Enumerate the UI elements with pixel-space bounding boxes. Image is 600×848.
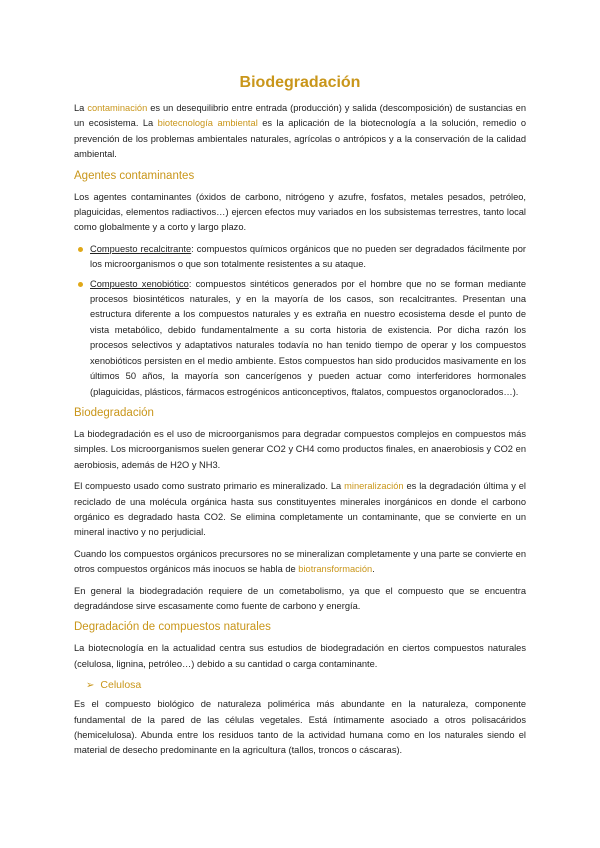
page-title: Biodegradación [239, 74, 361, 91]
list-item-text: : compuestos sintéticos generados por el hombre que no se forman mediante procesos biosintéticos naturales, y en la mayoría de los casos, son recalcitrantes. Presentan una estructura diferente a los compuestos naturales y es extraña en nuestro ecosistema desde el punto de vista metabólico, debido fundamentalmente a su corta historia de existencia. Por dicha razón los procesos selectivos y adaptativos naturales todavía no han tenido tiempo de operar y los compuestos xenobióticos persisten en el medio ambiente. Estos compuestos han sido producidos masivamente en los últimos 50 años, la mayoría son cancerígenos y pueden actuar como interferidores hormonales (plaguicidas, plásticos, fármacos estrogénicos anticonceptivos, ftalatos, compuestos organoclorados…). [90, 278, 526, 397]
subheading-label: Celulosa [100, 679, 142, 692]
bullet-icon [78, 282, 83, 287]
section-heading-agentes: Agentes contaminantes [74, 169, 195, 182]
list-item [74, 277, 526, 400]
agentes-list [74, 242, 526, 400]
term-xenobiotico: Compuesto xenobiótico [90, 278, 189, 289]
text-span: El compuesto usado como sustrato primario es mineralizado. La [74, 481, 345, 492]
subheading-celulosa [86, 678, 526, 693]
agentes-paragraph: Los agentes contaminantes (óxidos de carbono, nitrógeno y azufre, fosfatos, metales pesados, petróleo, plaguicidas, elementos radiactivos…) ejercen efectos muy variados en los subsistemas terrestres, tanto local como globalmente y a corto y largo plazo. [74, 191, 526, 233]
celulosa-paragraph: Es el compuesto biológico de naturaleza polimérica más abundante en la naturaleza, componente fundamental de la pared de las células vegetales. Está íntimamente asociado a otros polisacáridos (hemicelulosa). Abunda entre los residuos tanto de la actividad humana como en los naturales siendo el material de desecho predominante en la agricultura (tallos, troncos o cáscaras). [74, 699, 526, 756]
list-item [74, 242, 526, 273]
intro-paragraph [74, 101, 526, 163]
biodegradacion-paragraph-3 [74, 547, 526, 578]
document-body [74, 101, 526, 765]
section-heading-naturales: Degradación de compuestos naturales [74, 621, 271, 634]
bullet-icon [78, 247, 83, 252]
term-contaminacion: contaminación [87, 103, 148, 113]
list-item-text: : compuestos químicos orgánicos que no pueden ser degradados fácilmente por los microorganismos o que son totalmente resistentes a su ataque. [90, 243, 526, 270]
term-biotransformacion: biotransformación [298, 564, 373, 575]
text-span: es la degradación última y el reciclado de una molécula orgánica hasta sus constituyentes minerales inorgánicos en donde el carbono orgánico es degradado hasta CO2. Se elimina completamente un contaminante, que se convierte en un mineral inactivo y no perjudicial. [74, 481, 526, 538]
section-heading-biodegradacion: Biodegradación [74, 406, 154, 419]
biodegradacion-paragraph-4: En general la biodegradación requiere de un cometabolismo, ya que el compuesto que se encuentra degradándose sirve escasamente como fuente de carbono y energía. [74, 585, 526, 611]
biodegradacion-paragraph-2 [74, 479, 526, 541]
biodegradacion-paragraph-1: La biodegradación es el uso de microorganismos para degradar compuestos complejos en compuestos más simples. Los microorganismos suelen generar CO2 y CH4 como productos finales, en anaerobiosis y CO2 en aerobiosis, además de H2O y NH3. [74, 428, 526, 470]
term-mineralizacion: mineralización [344, 481, 404, 492]
text-span: Cuando los compuestos orgánicos precursores no se mineralizan completamente y una parte se convierte en otros compuestos orgánicos más inocuos se habla de [74, 548, 526, 575]
term-recalcitrante: Compuesto recalcitrante [90, 243, 192, 254]
naturales-paragraph: La biotecnología en la actualidad centra sus estudios de biodegradación en ciertos compuestos naturales (celulosa, lignina, petróleo…) debido a su cantidad o carga contaminante. [74, 643, 526, 669]
arrow-bullet-icon: ➢ [86, 680, 95, 692]
term-biotecnologia-ambiental: biotecnología ambiental [157, 118, 258, 129]
intro-text-3: es la aplicación de la biotecnología a la solución, remedio o prevención de los problemas ambientales naturales, agrícolas o antrópicos y a la conservación de la calidad ambiental. [74, 118, 526, 160]
intro-text-1: La [74, 103, 88, 113]
intro-text-2: es un desequilibrio entre entrada (producción) y salida (descomposición) de sustancias en un ecosistema. La [74, 103, 526, 129]
text-span: . [372, 564, 375, 575]
